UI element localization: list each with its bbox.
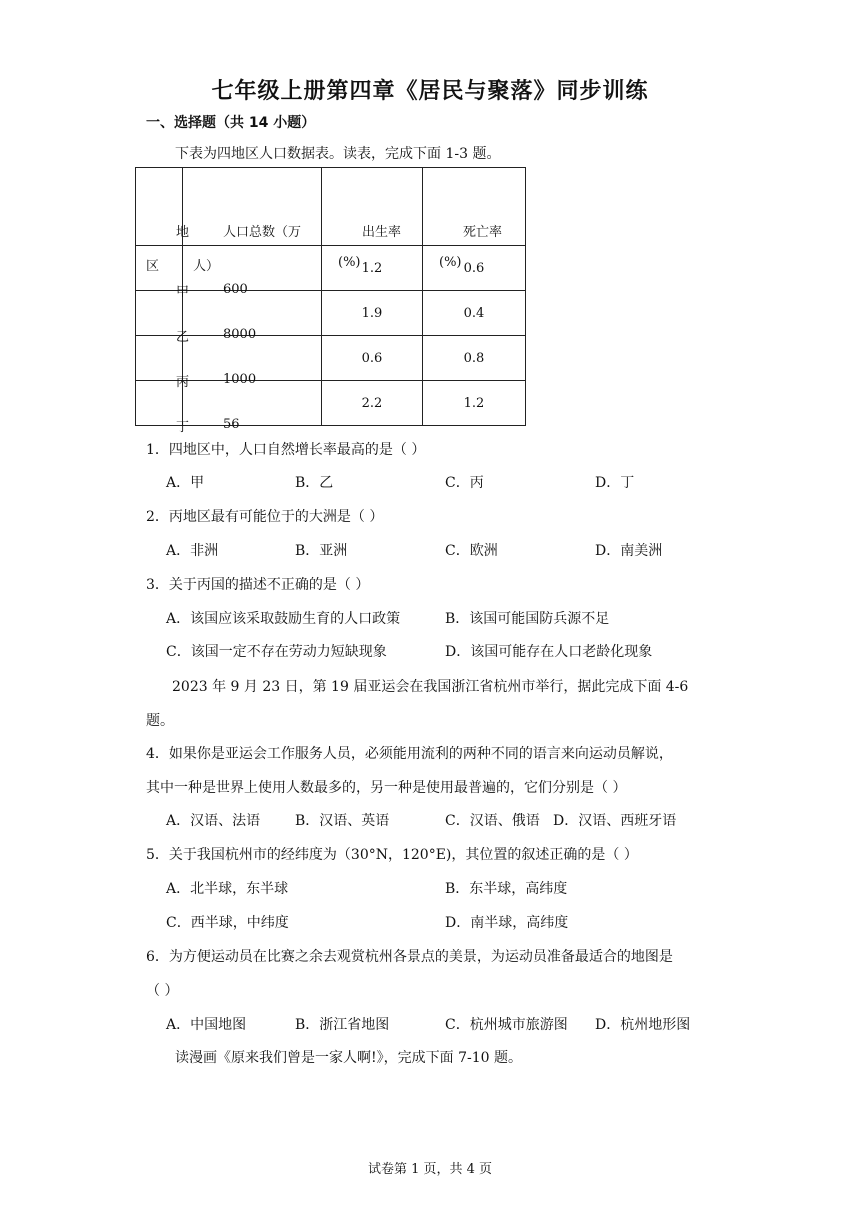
- population-value: 56: [223, 417, 240, 432]
- question-6-stem-cont: （ ）: [146, 983, 179, 999]
- table-row: [136, 381, 526, 426]
- q4-option-a: A．汉语、法语: [166, 813, 261, 829]
- table-header-row: [136, 168, 526, 246]
- q4-option-d: D．汉语、西班牙语: [553, 813, 677, 829]
- cell-death: [423, 336, 526, 381]
- birth-value: 2.2: [361, 395, 383, 411]
- cell-birth: [322, 381, 423, 426]
- q4-option-c: C．汉语、俄语: [445, 813, 540, 829]
- cell-death: [423, 291, 526, 336]
- table-row: [136, 336, 526, 381]
- population-value: 600: [223, 282, 248, 297]
- region-label: 乙: [176, 330, 190, 345]
- page-title: 七年级上册第四章《居民与聚落》同步训练: [211, 79, 649, 104]
- population-value: 8000: [223, 327, 257, 342]
- header-region: [136, 168, 190, 274]
- question-4-stem-cont: 其中一种是世界上使用人数最多的，另一种是使用最普遍的，它们分别是（ ）: [146, 780, 627, 796]
- page-footer: 试卷第 1 页，共 4 页: [367, 1162, 493, 1177]
- population-table: [135, 167, 526, 435]
- cell-death: [423, 246, 526, 291]
- q2-option-a: A．非洲: [166, 543, 219, 559]
- q3-option-d: D．该国可能存在人口老龄化现象: [445, 644, 653, 660]
- header-birth-bottom: (%): [338, 254, 361, 270]
- question-4-stem: 4．如果你是亚运会工作服务人员，必须能用流利的两种不同的语言来向运动员解说，: [146, 746, 673, 762]
- cell-population: [183, 291, 322, 342]
- q5-option-a: A．北半球，东半球: [166, 881, 289, 897]
- q6-option-a: A．中国地图: [166, 1017, 247, 1033]
- header-population-bottom: 人）: [193, 258, 220, 274]
- region-label: 甲: [176, 285, 190, 300]
- q5-option-d: D．南半球，高纬度: [445, 915, 569, 931]
- q6-option-c: C．杭州城市旅游图: [445, 1017, 568, 1033]
- question-5-stem: 5．关于我国杭州市的经纬度为（30°N，120°E)，其位置的叙述正确的是（ ）: [146, 847, 638, 863]
- region-label: 丁: [176, 420, 190, 435]
- q1-option-b: B．乙: [295, 475, 334, 491]
- header-death-top: 死亡率: [463, 224, 503, 240]
- q3-option-b: B．该国可能国防兵源不足: [445, 611, 610, 627]
- q4-option-b: B．汉语、英语: [295, 813, 390, 829]
- header-birth-top: 出生率: [362, 224, 402, 240]
- cell-birth: [322, 336, 423, 381]
- cell-birth: [322, 291, 423, 336]
- death-value: 0.6: [463, 260, 485, 276]
- table-row: [136, 291, 526, 336]
- question-2-stem: 2．丙地区最有可能位于的大洲是（ ）: [146, 509, 384, 525]
- question-1-stem: 1．四地区中，人口自然增长率最高的是（ ）: [146, 442, 426, 458]
- question-6-stem: 6．为方便运动员在比赛之余去观赏杭州各景点的美景，为运动员准备最适合的地图是: [146, 949, 673, 965]
- q3-option-a: A．该国应该采取鼓励生育的人口政策: [166, 611, 401, 627]
- birth-value: 1.9: [361, 305, 383, 321]
- death-value: 0.8: [463, 350, 485, 366]
- cell-birth: [322, 246, 423, 291]
- header-region-bottom: 区: [146, 258, 160, 274]
- birth-value: 0.6: [361, 350, 383, 366]
- q6-option-d: D．杭州地形图: [595, 1017, 691, 1033]
- intro-text-2-cont: 题。: [146, 713, 174, 729]
- header-region-top: 地: [176, 224, 190, 240]
- q1-option-c: C．丙: [445, 475, 484, 491]
- q2-option-d: D．南美洲: [595, 543, 663, 559]
- intro-text-2: 2023 年 9 月 23 日，第 19 届亚运会在我国浙江省杭州市举行，据此完成下面 4-6: [172, 679, 689, 695]
- intro-text-1: 下表为四地区人口数据表。读表，完成下面 1-3 题。: [175, 146, 501, 162]
- question-3-stem: 3．关于丙国的描述不正确的是（ ）: [146, 577, 370, 593]
- birth-value: 1.2: [361, 260, 383, 276]
- region-label: 丙: [176, 375, 190, 390]
- header-death-bottom: (%): [439, 254, 462, 270]
- section-heading: 一、选择题（共 14 小题）: [146, 115, 316, 131]
- intro-text-3: 读漫画《原来我们曾是一家人啊!》，完成下面 7-10 题。: [175, 1050, 522, 1066]
- death-value: 0.4: [463, 305, 485, 321]
- q2-option-b: B．亚洲: [295, 543, 348, 559]
- q6-option-b: B．浙江省地图: [295, 1017, 390, 1033]
- cell-population: [183, 336, 322, 387]
- header-population: [183, 168, 322, 274]
- population-value: 1000: [223, 372, 257, 387]
- death-value: 1.2: [463, 395, 485, 411]
- q5-option-b: B．东半球，高纬度: [445, 881, 568, 897]
- q1-option-a: A．甲: [166, 475, 205, 491]
- cell-death: [423, 381, 526, 426]
- q1-option-d: D．丁: [595, 475, 635, 491]
- header-population-top: 人口总数（万: [223, 224, 302, 240]
- cell-population: [183, 381, 322, 432]
- q3-option-c: C．该国一定不存在劳动力短缺现象: [166, 644, 387, 660]
- q2-option-c: C．欧洲: [445, 543, 498, 559]
- q5-option-c: C．西半球，中纬度: [166, 915, 289, 931]
